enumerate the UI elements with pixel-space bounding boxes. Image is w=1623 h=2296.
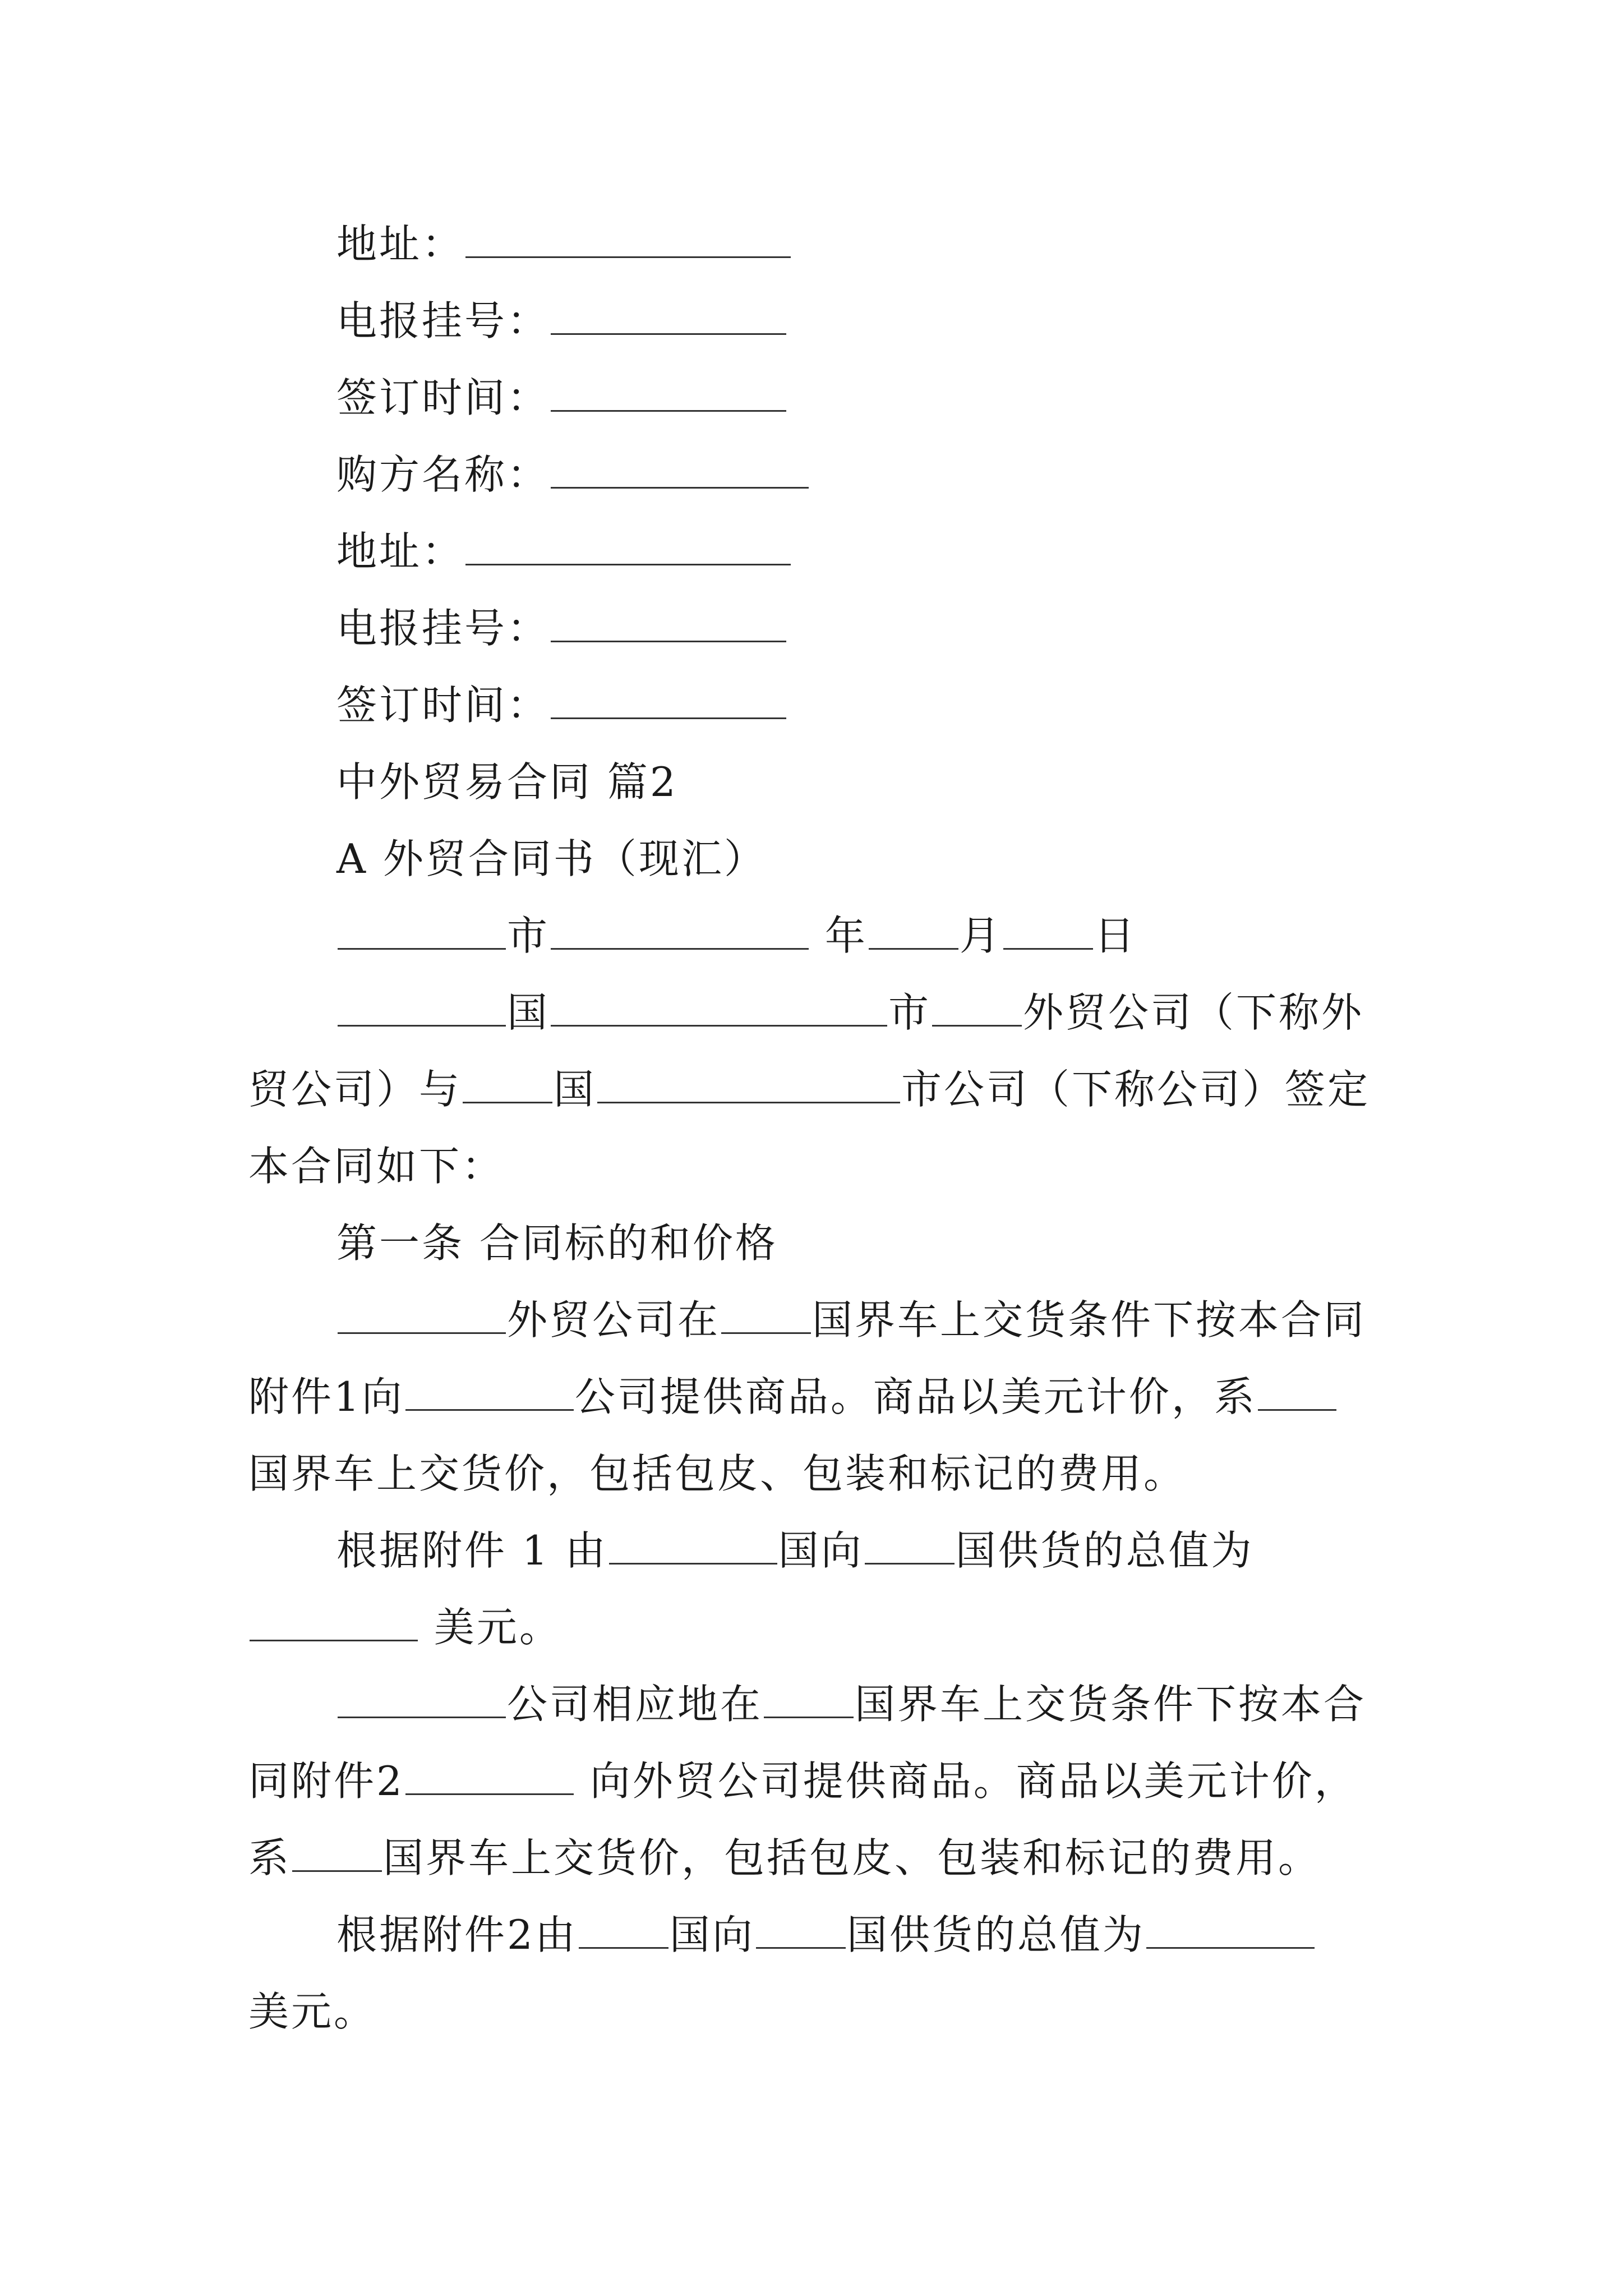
signing-time-label: 签订时间： bbox=[336, 682, 550, 729]
text: 公司提供商品。商品以美元计价，系 bbox=[574, 1373, 1257, 1420]
text: 市公司（下称公司）签定 bbox=[901, 1066, 1371, 1113]
text: 国界车上交货条件下按本合 bbox=[855, 1681, 1367, 1728]
blank bbox=[405, 1757, 574, 1795]
buyer-name-line bbox=[336, 447, 810, 503]
parties-line-2 bbox=[248, 1061, 1370, 1117]
blank bbox=[338, 1681, 506, 1718]
article-1-p2-line-1 bbox=[336, 1522, 1254, 1579]
address-blank bbox=[465, 220, 791, 258]
blank bbox=[932, 989, 1022, 1027]
signing-time-blank bbox=[551, 374, 786, 412]
blank bbox=[338, 1296, 506, 1334]
text: 国供货的总值为 bbox=[955, 1527, 1254, 1574]
blank bbox=[292, 1834, 382, 1872]
country-label: 国 bbox=[507, 989, 550, 1036]
blank bbox=[721, 1296, 811, 1334]
buyer-address-line bbox=[336, 523, 792, 579]
buyer-cable-line bbox=[336, 600, 787, 656]
signing-time-label: 签订时间： bbox=[336, 374, 550, 421]
blank bbox=[756, 1911, 846, 1949]
blank bbox=[338, 989, 506, 1027]
blank bbox=[551, 989, 887, 1027]
contract-title: A 外贸合同书（现汇） bbox=[336, 835, 767, 882]
blank bbox=[764, 1681, 854, 1718]
address-blank bbox=[465, 528, 791, 565]
text: 国向 bbox=[669, 1911, 755, 1958]
text: 系 bbox=[248, 1834, 292, 1881]
day-label: 日 bbox=[1094, 912, 1137, 959]
article-1-p1-line-3: 国界车上交货价，包括包皮、包装和标记的费用。 bbox=[248, 1450, 1187, 1497]
article-1-p3-line-2 bbox=[248, 1753, 1357, 1809]
parties-line-3: 本合同如下： bbox=[248, 1143, 505, 1190]
month-blank bbox=[869, 912, 958, 950]
cable-label: 电报挂号： bbox=[336, 297, 550, 344]
article-1-p4-line-1 bbox=[336, 1907, 1316, 1963]
blank bbox=[250, 1604, 418, 1641]
parties-line-1 bbox=[336, 984, 1364, 1041]
text: 国界车上交货条件下按本合同 bbox=[812, 1296, 1367, 1343]
text: 附件1向 bbox=[248, 1373, 404, 1420]
month-label: 月 bbox=[959, 912, 1002, 959]
text: 国界车上交货价，包括包皮、包装和标记的费用。 bbox=[383, 1834, 1321, 1881]
text: 同附件2 bbox=[248, 1757, 404, 1805]
text: 国向 bbox=[778, 1527, 864, 1574]
article-1-p3-line-1 bbox=[336, 1676, 1366, 1732]
buyer-name-blank bbox=[551, 451, 809, 489]
text: 外贸公司在 bbox=[507, 1296, 721, 1343]
address-label: 地址： bbox=[336, 528, 465, 575]
text: 贸公司）与 bbox=[248, 1066, 462, 1113]
blank bbox=[579, 1911, 668, 1949]
address-label: 地址： bbox=[336, 220, 465, 268]
blank bbox=[463, 1066, 552, 1103]
cable-blank bbox=[551, 605, 786, 642]
article-1-p1-line-1 bbox=[336, 1292, 1366, 1348]
text: 公司相应地在 bbox=[507, 1681, 763, 1728]
buyer-name-label: 购方名称： bbox=[336, 451, 550, 498]
text: 向外贸公司提供商品。商品以美元计价， bbox=[589, 1757, 1357, 1805]
seller-signing-time-line bbox=[336, 370, 787, 426]
signing-time-blank bbox=[551, 682, 786, 719]
city-blank bbox=[338, 912, 506, 950]
blank bbox=[1258, 1373, 1336, 1411]
article-1-p4-line-2: 美元。 bbox=[248, 1988, 377, 2035]
blank bbox=[597, 1066, 900, 1103]
day-blank bbox=[1003, 912, 1093, 950]
cable-blank bbox=[551, 297, 786, 335]
text: 美元。 bbox=[434, 1604, 562, 1651]
article-1-heading: 第一条 合同标的和价格 bbox=[336, 1220, 778, 1267]
article-1-p3-line-3 bbox=[248, 1830, 1321, 1886]
seller-cable-line bbox=[336, 293, 787, 349]
date-line bbox=[336, 908, 1137, 964]
country-label: 国 bbox=[554, 1066, 597, 1113]
city-name-blank bbox=[551, 912, 809, 950]
blank bbox=[865, 1527, 955, 1565]
year-label: 年 bbox=[824, 912, 868, 959]
text: 外贸公司（下称外 bbox=[1023, 989, 1364, 1036]
city-label: 市 bbox=[507, 912, 550, 959]
section-title: 中外贸易合同 篇2 bbox=[336, 758, 678, 806]
cable-label: 电报挂号： bbox=[336, 605, 550, 652]
blank bbox=[405, 1373, 574, 1411]
text: 国供货的总值为 bbox=[846, 1911, 1145, 1958]
text: 根据附件 1 由 bbox=[336, 1527, 608, 1574]
city-label: 市 bbox=[888, 989, 932, 1036]
blank bbox=[1146, 1911, 1315, 1949]
text: 根据附件2由 bbox=[336, 1911, 578, 1958]
buyer-signing-time-line bbox=[336, 677, 787, 733]
seller-address-line bbox=[336, 216, 792, 272]
article-1-p1-line-2 bbox=[248, 1369, 1338, 1425]
article-1-p2-line-2 bbox=[248, 1599, 562, 1655]
blank bbox=[609, 1527, 777, 1565]
